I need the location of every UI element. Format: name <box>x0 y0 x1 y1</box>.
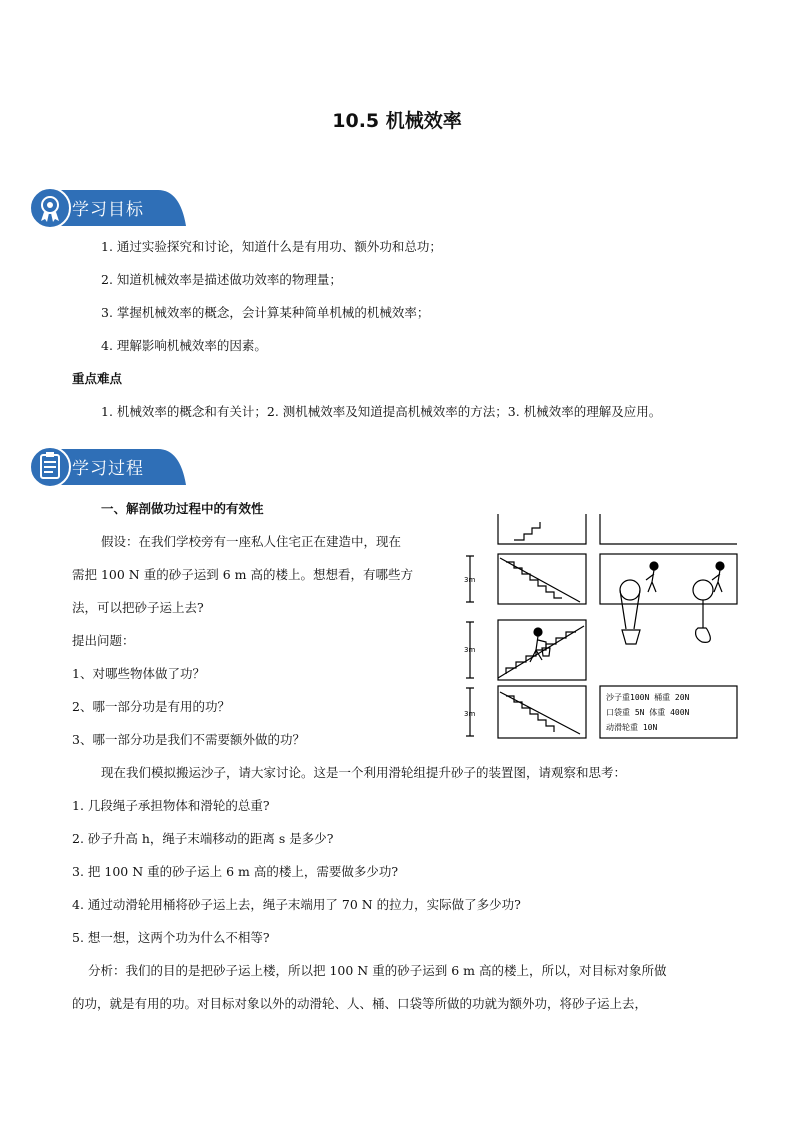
numbered-item: 5. 想一想，这两个功为什么不相等? <box>72 930 270 945</box>
analysis-line: 分析：我们的目的是把砂子运上楼，所以把 100 N 重的砂子运到 6 m 高的楼上，所以，对目标对象所做 <box>88 963 667 978</box>
question-item: 2、哪一部分功是有用的功？ <box>72 699 230 714</box>
numbered-item: 4. 通过动滑轮用桶将砂子运上去，绳子末端用了 70 N 的拉力，实际做了多少功? <box>72 897 521 912</box>
intro-line: 需把 100 N 重的砂子运到 6 m 高的楼上。想想看，有哪些方 <box>72 567 413 582</box>
numbered-item: 2. 砂子升高 h，绳子末端移动的距离 s 是多少? <box>72 831 334 846</box>
intro-line: 法，可以把砂子运上去? <box>72 600 204 615</box>
question-item: 3、哪一部分功是我们不需要额外做的功？ <box>72 732 305 747</box>
section-banner-goals <box>30 186 186 230</box>
numbered-item: 3. 把 100 N 重的砂子运上 6 m 高的楼上，需要做多少功? <box>72 864 399 879</box>
height-label: 3m <box>464 646 476 654</box>
key-points-heading: 重点难点 <box>72 371 123 386</box>
key-points-text: 1. 机械效率的概念和有关计；2. 测机械效率及知道提高机械效率的方法；3. 机械效率的理解及应用。 <box>101 404 662 419</box>
figure-legend-line: 口袋重 5N 体重 400N <box>606 708 690 717</box>
pulley-building-figure <box>458 514 738 748</box>
subheading: 一、解剖做功过程中的有效性 <box>101 501 264 516</box>
goal-item: 3. 掌握机械效率的概念，会计算某种简单机械的机械效率； <box>101 305 430 320</box>
goal-item: 2. 知道机械效率是描述做功效率的物理量； <box>101 272 342 287</box>
numbered-item: 1. 几段绳子承担物体和滑轮的总重? <box>72 798 270 813</box>
section-banner-process <box>30 445 186 489</box>
page-title: 10.5 机械效率 <box>332 110 462 132</box>
intro-line: 假设：在我们学校旁有一座私人住宅正在建造中，现在 <box>101 534 402 549</box>
banner-label: 学习目标 <box>72 200 144 220</box>
question-item: 1、对哪些物体做了功？ <box>72 666 205 681</box>
height-label: 3m <box>464 576 476 584</box>
goal-item: 1. 通过实验探究和讨论，知道什么是有用功、额外功和总功； <box>101 239 442 254</box>
banner-label: 学习过程 <box>72 459 144 479</box>
discussion-text: 现在我们模拟搬运沙子，请大家讨论。这是一个利用滑轮组提升砂子的装置图，请观察和思考： <box>101 765 627 780</box>
ask-heading: 提出问题： <box>72 633 135 648</box>
figure-legend-line: 沙子重100N 桶重 20N <box>606 693 690 702</box>
figure-legend-line: 动滑轮重 10N <box>606 723 658 732</box>
goal-item: 4. 理解影响机械效率的因素。 <box>101 338 267 353</box>
height-label: 3m <box>464 710 476 718</box>
analysis-line: 的功，就是有用的功。对目标对象以外的动滑轮、人、桶、口袋等所做的功就为额外功，将砂子运上去， <box>72 996 648 1011</box>
